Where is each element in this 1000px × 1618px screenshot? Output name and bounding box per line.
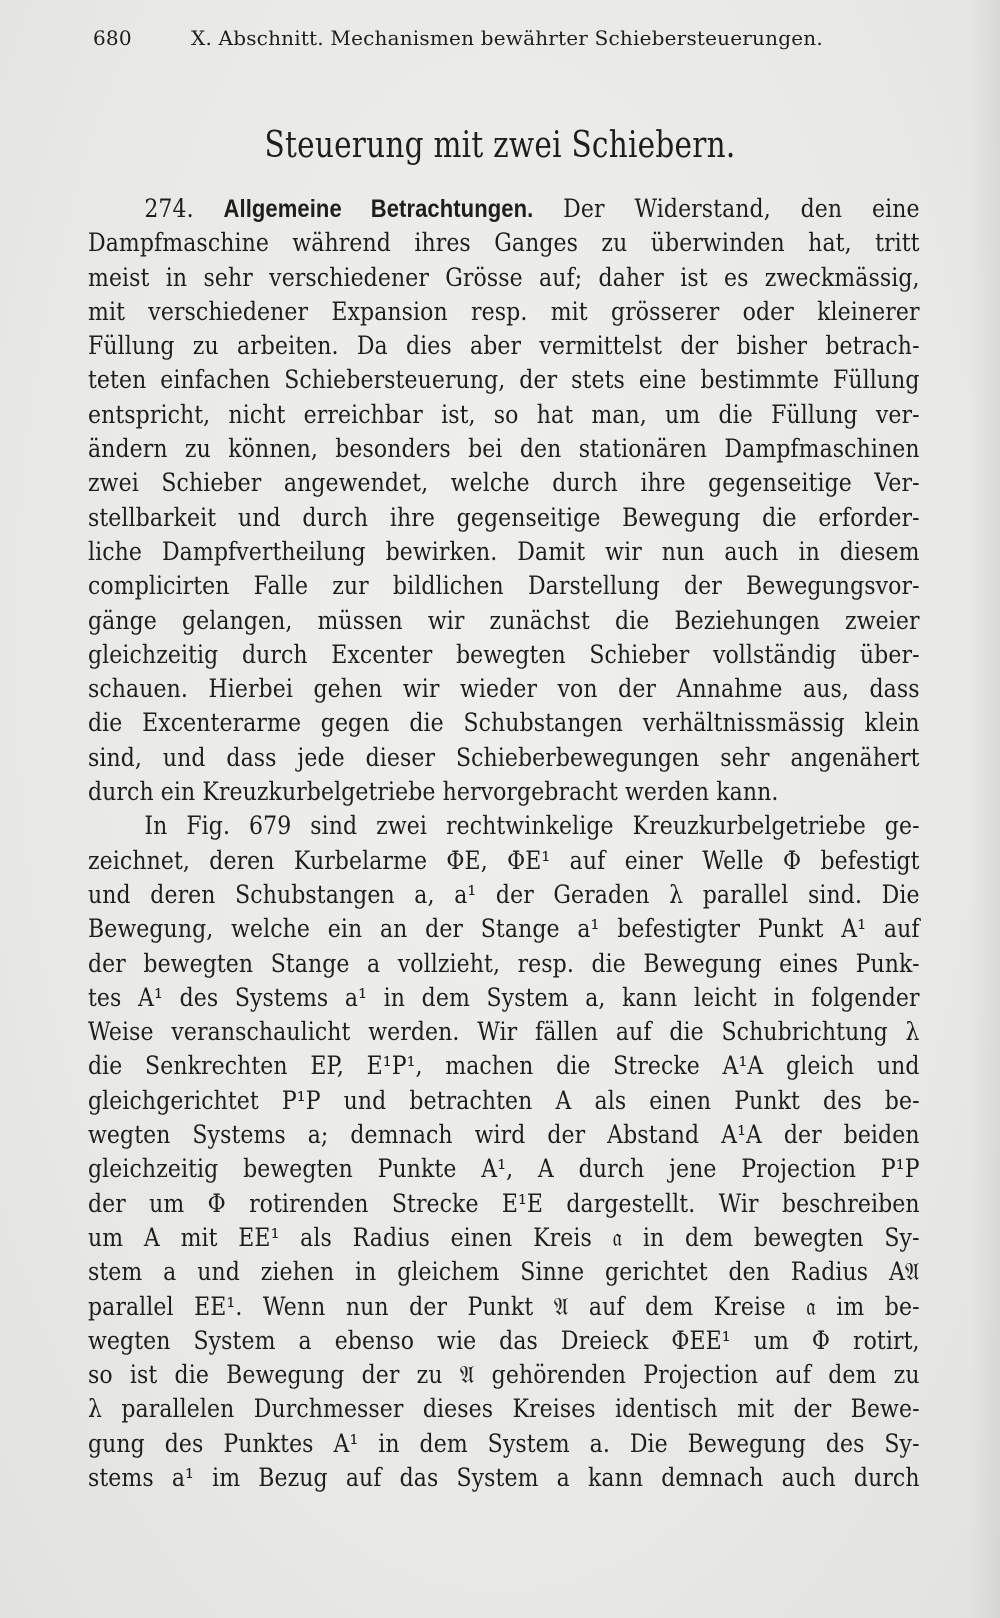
paragraph-1-line: Dampfmaschine während ihres Ganges zu überwinden hat, tritt	[88, 228, 920, 258]
paragraph-1-line: die Excenterarme gegen die Schubstangen verhältnissmässig klein	[88, 708, 920, 738]
paragraph-2-line: gleichgerichtet P¹P und betrachten A als einen Punkt des be-	[88, 1085, 920, 1115]
paragraph-number: 274.	[144, 194, 194, 223]
paragraph-2-line: der bewegten Stange a vollzieht, resp. die Bewegung eines Punk-	[88, 948, 920, 978]
paragraph-1-line: gleichzeitig durch Excenter bewegten Schieber vollständig über-	[88, 639, 920, 669]
paragraph-1-line: meist in sehr verschiedener Grösse auf; daher ist es zweckmässig,	[88, 262, 920, 292]
body-text	[88, 192, 920, 1495]
paragraph-heading: Allgemeine Betrachtungen.	[223, 195, 534, 223]
paragraph-1-line: mit verschiedener Expansion resp. mit grösserer oder kleinerer	[88, 296, 920, 326]
paragraph-2-line: und deren Schubstangen a, a¹ der Geraden λ parallel sind. Die	[88, 879, 920, 909]
paragraph-2-line: so ist die Bewegung der zu 𝔄 gehörenden Projection auf dem zu	[88, 1360, 920, 1390]
paragraph-2-line: Weise veranschaulicht werden. Wir fällen auf die Schubrichtung λ	[88, 1017, 920, 1047]
paragraph-1-line: Füllung zu arbeiten. Da dies aber vermittelst der bisher betrach-	[88, 331, 920, 361]
paragraph-1-line: gänge gelangen, müssen wir zunächst die Beziehungen zweier	[88, 605, 920, 635]
paragraph-1-line	[88, 192, 920, 226]
paragraph-2-line: parallel EE¹. Wenn nun der Punkt 𝔄 auf dem Kreise 𝔞 im be-	[88, 1291, 920, 1321]
section-title: Steuerung mit zwei Schiebern.	[264, 125, 736, 166]
paragraph-1-line: schauen. Hierbei gehen wir wieder von der Annahme aus, dass	[88, 674, 920, 704]
paragraph-2-line: tes A¹ des Systems a¹ in dem System a, kann leicht in folgender	[88, 982, 920, 1012]
paragraph-1-text: Der Widerstand, den eine	[563, 194, 920, 223]
running-header	[93, 26, 953, 50]
paragraph-2-line: wegten Systems a; demnach wird der Abstand A¹A der beiden	[88, 1120, 920, 1150]
paragraph-2-line: gung des Punktes A¹ in dem System a. Die Bewegung des Sy-	[88, 1428, 920, 1458]
paragraph-2-line: stem a und ziehen in gleichem Sinne gerichtet den Radius A𝔄	[88, 1257, 920, 1287]
paragraph-2-line: stems a¹ im Bezug auf das System a kann demnach auch durch	[88, 1462, 920, 1492]
paragraph-2-line: zeichnet, deren Kurbelarme ΦE, ΦE¹ auf einer Welle Φ befestigt	[88, 845, 920, 875]
paragraph-2-line: In Fig. 679 sind zwei rechtwinkelige Kreuzkurbelgetriebe ge-	[144, 811, 920, 841]
page-number: 680	[93, 26, 132, 50]
paragraph-1-line: durch ein Kreuzkurbelgetriebe hervorgebracht werden kann.	[88, 777, 779, 807]
paragraph-1-line: ändern zu können, besonders bei den stationären Dampfmaschinen	[88, 434, 920, 464]
paragraph-2-line: wegten System a ebenso wie das Dreieck ΦEE¹ um Φ rotirt,	[88, 1325, 920, 1355]
paragraph-2-line: die Senkrechten EP, E¹P¹, machen die Strecke A¹A gleich und	[88, 1051, 920, 1081]
running-title: X. Abschnitt. Mechanismen bewährter Schiebersteuerungen.	[191, 26, 823, 50]
paragraph-1-line: teten einfachen Schiebersteuerung, der stets eine bestimmte Füllung	[88, 365, 920, 395]
paragraph-2-line: Bewegung, welche ein an der Stange a¹ befestigter Punkt A¹ auf	[88, 914, 920, 944]
page-edge-shadow	[970, 0, 1000, 1618]
paragraph-1-line: complicirten Falle zur bildlichen Darstellung der Bewegungsvor-	[88, 571, 920, 601]
paragraph-2-line: um A mit EE¹ als Radius einen Kreis 𝔞 in dem bewegten Sy-	[88, 1222, 920, 1252]
paragraph-1-line: stellbarkeit und durch ihre gegenseitige Bewegung die erforder-	[88, 502, 920, 532]
paragraph-1-line: sind, und dass jede dieser Schieberbewegungen sehr angenähert	[88, 742, 920, 772]
paragraph-1-line: zwei Schieber angewendet, welche durch ihre gegenseitige Ver-	[88, 468, 920, 498]
paragraph-2-line: λ parallelen Durchmesser dieses Kreises identisch mit der Bewe-	[88, 1394, 920, 1424]
paragraph-1-line: entspricht, nicht erreichbar ist, so hat man, um die Füllung ver-	[88, 399, 920, 429]
paragraph-2-line: gleichzeitig bewegten Punkte A¹, A durch jene Projection P¹P	[88, 1154, 920, 1184]
paragraph-2-line: der um Φ rotirenden Strecke E¹E dargestellt. Wir beschreiben	[88, 1188, 920, 1218]
paragraph-1-line: liche Dampfvertheilung bewirken. Damit wir nun auch in diesem	[88, 536, 920, 566]
